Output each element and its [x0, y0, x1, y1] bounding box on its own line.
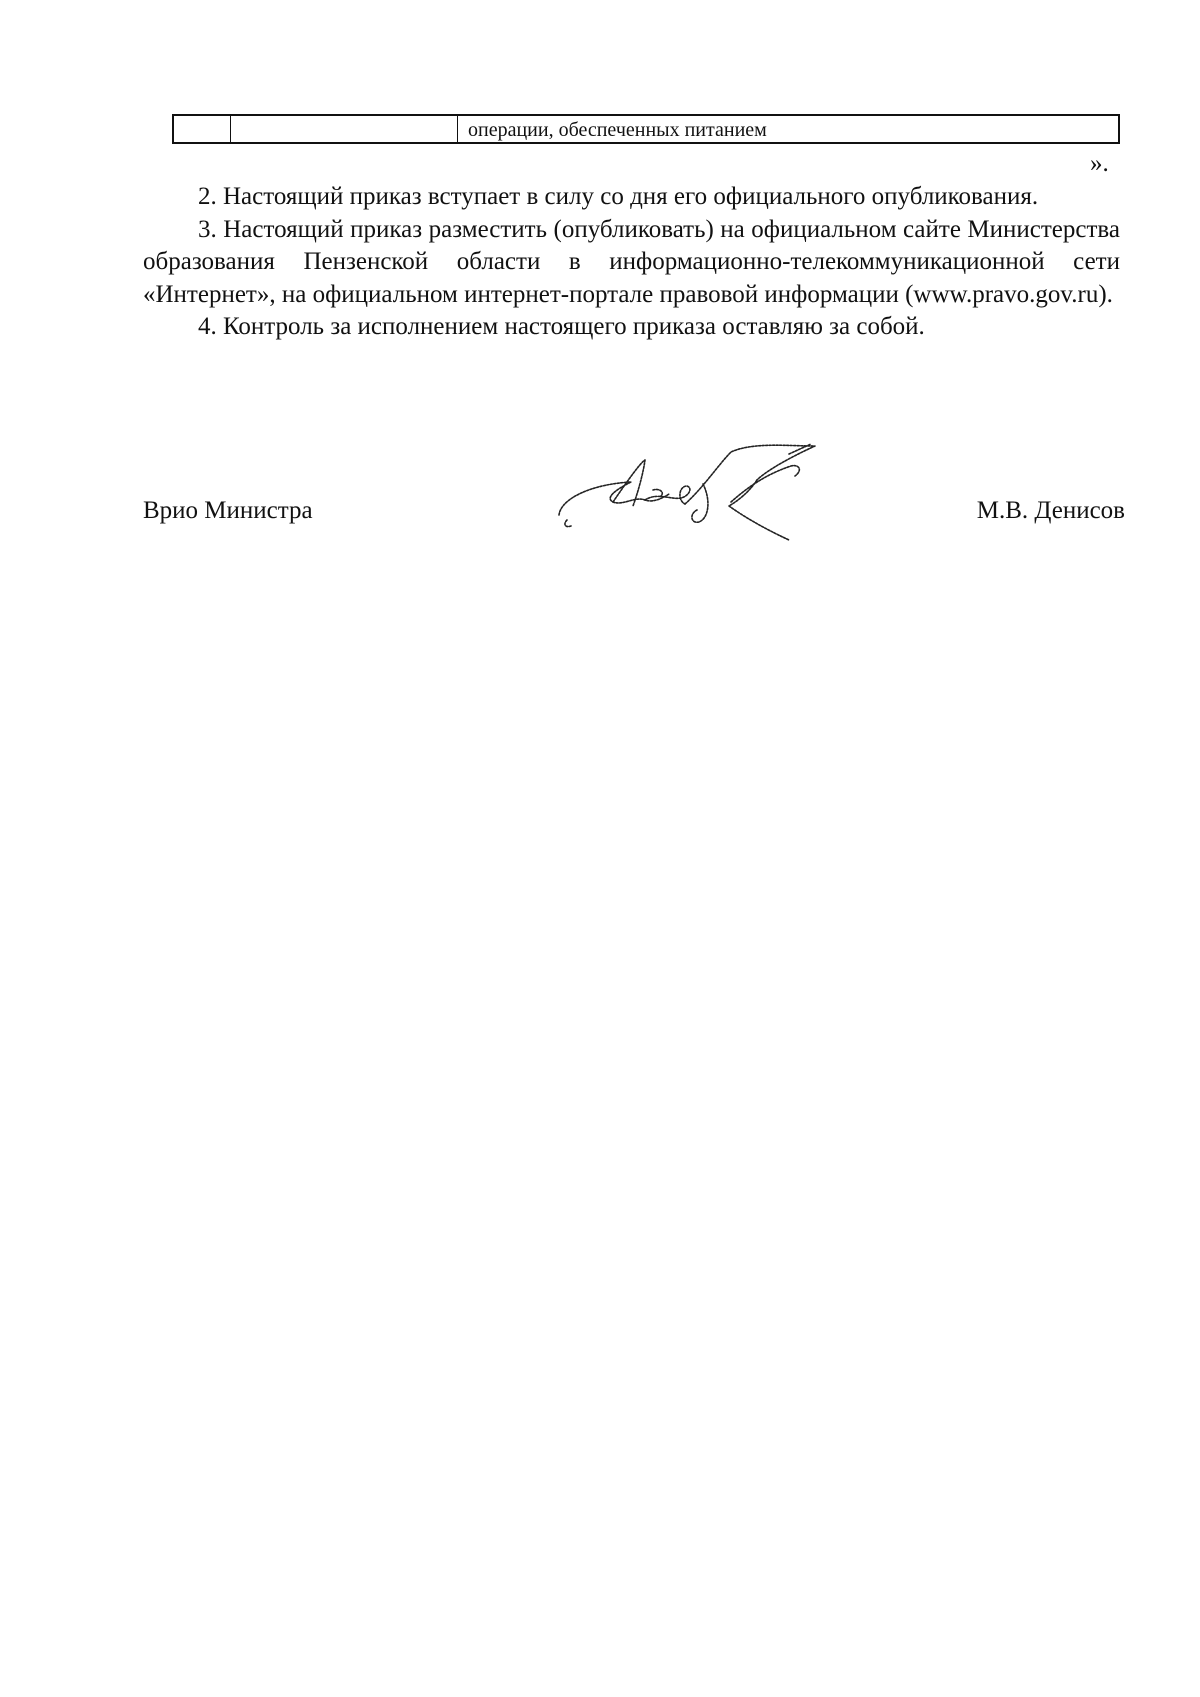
order-body — [143, 181, 1120, 344]
table-cell-description: операции, обеспеченных питанием — [468, 119, 767, 141]
table-cell-name — [231, 116, 458, 142]
signature-block — [143, 496, 1125, 536]
paragraph-3: 3. Настоящий приказ разместить (опубликовать) на официальном сайте Министерства образования Пензенской области в информационно-телекоммуникационной сети «Интернет», на официальном интернет-портале правовой информации (www.pravo.gov.ru). — [143, 215, 1120, 308]
signatory-position: Врио Министра — [143, 497, 313, 524]
paragraph-2: 2. Настоящий приказ вступает в силу со дня его официального опубликования. — [198, 183, 1039, 210]
table-cell-number — [174, 116, 231, 142]
closing-quote: ». — [1090, 150, 1109, 177]
signatory-name: М.В. Денисов — [976, 497, 1125, 524]
paragraph-4: 4. Контроль за исполнением настоящего приказа оставляю за собой. — [198, 313, 925, 340]
table-row-fragment — [172, 114, 1120, 144]
